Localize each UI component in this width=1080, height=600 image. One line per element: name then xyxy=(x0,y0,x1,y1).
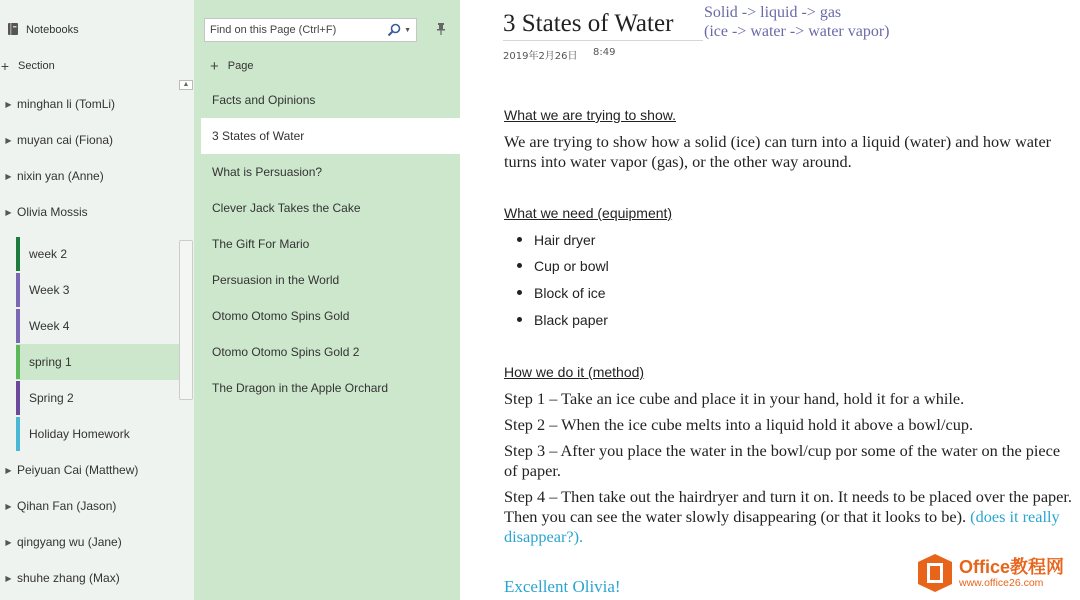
equipment-item[interactable] xyxy=(517,258,609,274)
expand-triangle-icon: ▶ xyxy=(5,207,12,217)
section-spring-1[interactable] xyxy=(16,344,180,380)
bullet-dot xyxy=(517,263,522,268)
expand-triangle-icon: ▶ xyxy=(5,99,12,109)
page-list-pane xyxy=(194,0,460,600)
section-color-bar xyxy=(16,309,20,343)
section-group-4[interactable] xyxy=(0,194,180,230)
page-item[interactable] xyxy=(201,82,460,118)
equipment-label: Hair dryer xyxy=(534,232,596,248)
heading-method[interactable]: How we do it (method) xyxy=(504,364,645,380)
method-step-3[interactable]: Step 3 – After you place the water in the bowl/cup por some of the water on the piece of paper. xyxy=(504,441,1061,480)
equipment-item[interactable] xyxy=(517,285,606,301)
section-color-bar xyxy=(16,417,20,451)
page-item[interactable] xyxy=(201,298,460,334)
page-item[interactable] xyxy=(201,190,460,226)
page-item-label: The Gift For Mario xyxy=(212,237,310,251)
section-holiday-homework[interactable] xyxy=(16,416,180,452)
search-input[interactable] xyxy=(205,24,386,36)
section-group-5[interactable] xyxy=(0,452,180,488)
section-group-label: muyan cai (Fiona) xyxy=(17,133,114,147)
section-label: week 2 xyxy=(29,247,68,261)
section-label: Spring 2 xyxy=(29,391,74,405)
bullet-dot xyxy=(517,290,522,295)
method-step-1[interactable]: Step 1 – Take an ice cube and place it in your hand, hold it for a while. xyxy=(504,389,965,408)
section-group-label: Qihan Fan (Jason) xyxy=(17,499,117,513)
page-title[interactable]: 3 States of Water xyxy=(503,10,674,37)
handwritten-annotation[interactable]: (ice -> water -> water vapor) xyxy=(704,23,890,40)
notebooks-label: Notebooks xyxy=(26,24,79,36)
section-label: Week 3 xyxy=(29,283,70,297)
expand-triangle-icon: ▶ xyxy=(5,537,12,547)
plus-icon: + xyxy=(0,58,10,74)
add-page-button[interactable] xyxy=(210,57,253,75)
title-underline xyxy=(503,40,703,41)
handwritten-annotation[interactable]: Solid -> liquid -> gas xyxy=(704,4,842,21)
page-date: 2019年2月26日 xyxy=(503,51,578,62)
section-label: Section xyxy=(18,60,55,72)
show-paragraph[interactable]: We are trying to show how a solid (ice) can turn into a liquid (water) and how water turns into water vapor (gas), or the other way around. xyxy=(504,132,1052,171)
section-group-label: nixin yan (Anne) xyxy=(17,169,104,183)
section-group-7[interactable] xyxy=(0,524,180,560)
section-group-label: qingyang wu (Jane) xyxy=(17,535,122,549)
section-color-bar xyxy=(16,381,20,415)
section-color-bar xyxy=(16,273,20,307)
pin-icon[interactable] xyxy=(434,22,448,36)
page-item[interactable] xyxy=(201,370,460,406)
bullet-dot xyxy=(517,237,522,242)
teacher-question: (does it really disappear?). xyxy=(504,507,1060,546)
add-section-button[interactable] xyxy=(0,48,180,84)
equipment-label: Block of ice xyxy=(534,285,606,301)
section-group-6[interactable] xyxy=(0,488,180,524)
section-group-label: shuhe zhang (Max) xyxy=(17,571,120,585)
section-week-4[interactable] xyxy=(16,308,180,344)
plus-icon: + xyxy=(210,57,219,75)
method-step-4[interactable] xyxy=(504,487,1074,547)
chevron-down-icon[interactable]: ▼ xyxy=(404,26,411,34)
heading-equipment[interactable]: What we need (equipment) xyxy=(504,205,673,221)
page-item-label: Otomo Otomo Spins Gold xyxy=(212,309,350,323)
method-step-4-text: Step 4 – Then take out the hairdryer and turn it on. It needs to be placed over the paper. Then you can see the water slowly disappearing (or that it looks to be). xyxy=(504,487,1073,526)
section-color-bar xyxy=(16,345,20,379)
search-icon[interactable] xyxy=(386,22,402,38)
page-item-label: Otomo Otomo Spins Gold 2 xyxy=(212,345,360,359)
expand-triangle-icon: ▶ xyxy=(5,465,12,475)
section-label: spring 1 xyxy=(29,355,72,369)
equipment-item[interactable] xyxy=(517,232,595,248)
office-logo-icon xyxy=(915,552,955,594)
page-item-label: 3 States of Water xyxy=(212,129,305,143)
expand-triangle-icon: ▶ xyxy=(5,135,12,145)
section-label: Week 4 xyxy=(29,319,70,333)
teacher-feedback[interactable]: Excellent Olivia! xyxy=(504,577,621,596)
expand-triangle-icon: ▶ xyxy=(5,501,12,511)
section-spring-2[interactable] xyxy=(16,380,180,416)
notebook-nav-pane xyxy=(0,0,194,600)
bullet-dot xyxy=(517,317,522,322)
add-page-label: Page xyxy=(227,60,254,72)
nav-scrollbar[interactable] xyxy=(179,240,193,400)
watermark-brand: Office教程网 xyxy=(959,556,1065,577)
heading-show[interactable]: What we are trying to show. xyxy=(504,107,676,123)
page-item-label: Facts and Opinions xyxy=(212,93,316,107)
section-group-2[interactable] xyxy=(0,122,180,158)
site-watermark xyxy=(915,550,1077,596)
search-box[interactable] xyxy=(204,18,417,42)
watermark-url: www.office26.com xyxy=(959,576,1044,589)
notebooks-header[interactable] xyxy=(0,12,180,48)
section-week-3[interactable] xyxy=(16,272,180,308)
expand-triangle-icon: ▶ xyxy=(5,573,12,583)
section-label: Holiday Homework xyxy=(29,427,130,441)
section-group-label: minghan li (TomLi) xyxy=(17,97,116,111)
page-item[interactable] xyxy=(201,154,460,190)
page-item[interactable] xyxy=(201,226,460,262)
equipment-label: Black paper xyxy=(534,312,608,328)
equipment-label: Cup or bowl xyxy=(534,258,609,274)
section-group-8[interactable] xyxy=(0,560,180,596)
page-item-label: The Dragon in the Apple Orchard xyxy=(212,381,389,395)
scroll-up-button[interactable]: ▲ xyxy=(179,80,193,90)
section-week-2[interactable] xyxy=(16,236,180,272)
notebook-icon xyxy=(0,22,26,38)
page-item-label: What is Persuasion? xyxy=(212,165,323,179)
page-item[interactable] xyxy=(201,334,460,370)
section-color-bar xyxy=(16,237,20,271)
page-item-label: Clever Jack Takes the Cake xyxy=(212,201,361,215)
expand-triangle-icon: ▶ xyxy=(5,171,12,181)
page-item-label: Persuasion in the World xyxy=(212,273,340,287)
section-group-1[interactable] xyxy=(0,86,180,122)
section-group-label: Olivia Mossis xyxy=(17,205,88,219)
note-canvas[interactable] xyxy=(460,0,1080,600)
page-item-selected[interactable] xyxy=(201,118,460,154)
method-step-2[interactable]: Step 2 – When the ice cube melts into a liquid hold it above a bowl/cup. xyxy=(504,415,974,434)
page-time: 8:49 xyxy=(593,47,616,58)
equipment-item[interactable] xyxy=(517,312,608,328)
section-group-label: Peiyuan Cai (Matthew) xyxy=(17,463,139,477)
page-item[interactable] xyxy=(201,262,460,298)
section-group-3[interactable] xyxy=(0,158,180,194)
